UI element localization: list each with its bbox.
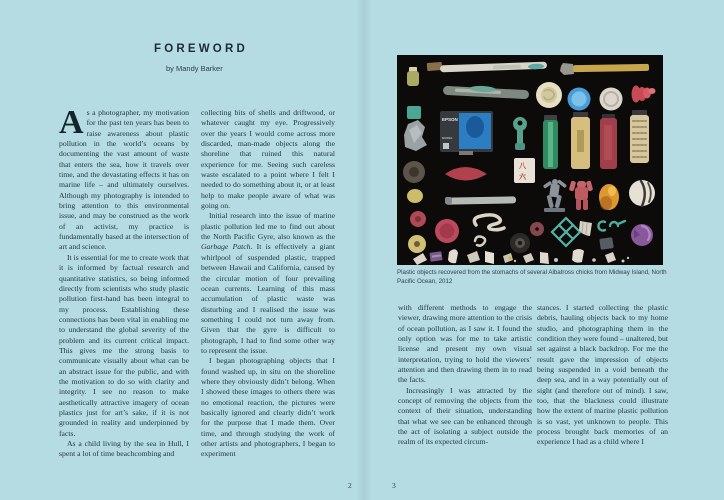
amber-tool-handle [573,64,649,72]
pink-cap-inner [440,224,455,239]
ink-cartridge-brand-text: EPSON [442,117,458,122]
black-wheel-hub [518,241,522,245]
page-title: FOREWORD [154,43,248,55]
paragraph [201,108,335,211]
paragraph [201,211,335,356]
foreword-column-1 [59,104,189,460]
body-text: As a child living by the sea in Hull, I spent a lot of time beachcombing and [59,439,189,459]
paragraph [537,303,668,448]
fragment-dot-4 [622,260,625,263]
foreword-column-4 [537,303,668,448]
lighter-green-core [548,122,553,167]
foreword-column-3 [398,303,532,448]
fragment-7 [540,252,549,264]
plastic-objects-photo [397,55,663,265]
page-number-left: 2 [348,481,352,490]
lighter-yellow-print [577,130,584,152]
body-text: collecting bits of shells and driftwood, or whatever caught my eye. Progressively over the years I would come across more discarded, man-made objects along the shoreline that ruined this natural experience for me. Seeing such careless waste escalated to a point where I felt I needed to do something about it, or at least help to make people aware of what was going on. [201,108,335,211]
paragraph [201,356,335,459]
body-text: stances. I started collecting the plastic debris, hauling objects back to my home studio, and photographing them in the condition they were found – unaltered, but set against a black backdrop. For me the result gave the impression of objects being suspended in a void beneath the deep sea, and in a way potentially out of sight (and therefore out of mind). I saw, too, that the blackness could illustrate how the extent of marine plastic pollution is so vast, yet unknown to people. This process brought back memories of an experience I had as a child where I [537,303,668,447]
fragment-dot-2 [554,258,558,262]
red-ring-hole [415,216,421,222]
fragment-dot-5 [627,257,629,259]
body-text: I began photographing objects that I found washed up, in situ on the shoreline where they obviously didn’t belong. When I showed these images to others there was no emotional reaction, the pictures were basically ignored and clearly didn’t work for the purpose that I made them. Over time, and through studying the work of other artists and photographers, I began to experiment [201,356,335,459]
white-cap [600,88,623,111]
key-tag-hole [518,121,523,126]
italic-text: Garbage Patch [201,242,251,252]
paragraph [59,104,189,253]
page-number-right: 3 [392,481,396,490]
body-text: Increasingly I was attracted by the concept of removing the objects from the context of their situation, understanding that what we see can be enhanced through the act of isolating a subject outside the realm of its expected circum- [398,385,532,447]
white-hook [474,215,504,230]
yellow-button-center [414,241,420,247]
ink-cartridge-chip [443,143,449,149]
fragment-yellow-dot [509,257,512,260]
lighter-red-wear [604,125,612,160]
toy-figure-leg-left [576,199,581,210]
red-spindle [445,167,487,181]
toy-figure-leg-right [583,199,588,210]
toy-soldier-base [544,208,565,212]
key-tag-tip [515,143,525,150]
ridged-dark-disc-center [409,167,419,177]
amber-tool-clamp [560,63,574,75]
ear-plug-stem [649,88,656,94]
fragment-8 [572,249,584,263]
paragraph [398,303,532,386]
byline: by Mandy Barker [166,64,223,73]
olive-bottle [407,71,419,86]
body-text: s a photographer, my motivation for the past ten years has been to raise awareness about plastic pollution in the world’s oceans by documenting the vast amount of waste that enters the sea, how it travels over time, and the devastating effects it has on marine life – and ultimately ourselves. Although my photography is intended to bring attention to this environmental issue, and may be construed as the work of an activist, my practice is fundamentally based at the intersection of art and science. [59,108,189,252]
toy-figure-head [577,181,586,188]
drop-cap: A [59,104,84,141]
paragraph [59,253,189,439]
ink-cartridge-label-art [466,116,484,138]
body-text: It is essential for me to create work that it is informed by factual research and quantitative statistics, so being informed directly from scientists who study plastic pollution first-hand has been integral to my process. Establishing these connections has been vital in enabling me to understand the global severity of the problem and its current critical impact. This gives me the strong basis to communicate visually about what can be an abstract issue for the public, and with the motivation to do so with clarity and integrity. I see no reason to make aesthetically attractive imagery of ocean plastics just for art’s sake, if it is not grounded in reality and underpinned by facts. [59,252,189,438]
yellow-bead [407,189,423,203]
ink-cartridge-tab [459,151,473,155]
fragment-6 [523,253,534,263]
mahjong-symbol-top: 八 [519,163,526,170]
ink-cartridge-model-text: MODEL [442,136,453,140]
grey-tube-cap [445,197,452,204]
fragment-4 [485,251,494,264]
teal-lattice [552,218,580,246]
fragment-dot-3 [592,258,596,262]
maroon-disc-hole [535,227,539,231]
teal-cylinder [407,106,421,119]
photo-caption: Plastic objects recovered from the stomachs of several Albatross chicks from Midway Island, North Pacific Ocean, 2012 [397,269,667,285]
mahjong-symbol-bottom: 六 [519,174,526,181]
body-text: . It is effectively a giant whirlpool of suspended plastic, trapped between Hawaii and California, caused by the circular motion of four prevailing ocean currents. Learning of this mass accumulation of plastic waste was disturbing and I realised the issue was something I could not turn away from. Given that the gyre is difficult to photograph, I had to find some other way to represent the issue. [201,242,335,355]
foreword-column-2 [201,108,335,460]
blue-cap-top [572,92,587,107]
grey-tube [445,196,516,204]
grey-cube [599,237,613,250]
fragment-dot-1 [514,260,516,262]
fishing-float-highlight [608,186,616,196]
teal-clip [598,221,625,230]
white-shell-fan [579,221,592,236]
paragraph [398,386,532,448]
fragment-1 [413,253,427,265]
fragment-9 [605,252,616,263]
body-text: Initial research into the issue of marine plastic pollution led me to find out about the North Pacific Gyre, also known as the [201,211,335,242]
body-text: with different methods to engage the viewer, drawing more attention to the crisis of ocean pollution, as I saw it. I found the only option was for me to take artistic license and present my own visual interpretation, trying to hold the viewers’ attention and then drawing them in to read the facts. [398,303,532,385]
page-gutter-shadow [356,0,372,500]
plastic-objects-photo-canvas [397,55,663,265]
fishing-float-mottle [600,196,612,210]
fragment-2 [448,249,458,263]
paragraph [59,439,189,460]
toothbrush-bristles [427,62,443,71]
toy-figure-body [575,187,588,200]
fragment-3 [467,251,480,263]
white-squiggle [475,237,485,246]
